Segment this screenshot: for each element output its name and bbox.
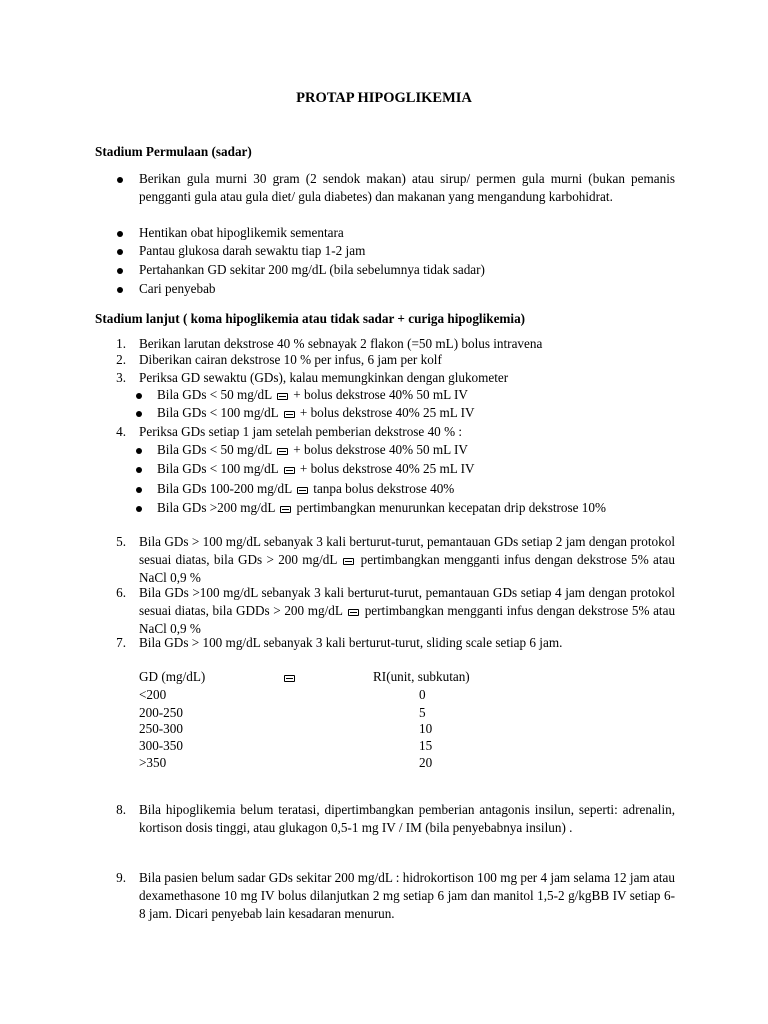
table-cell-gd: 200-250 (139, 705, 183, 720)
sub-item-action: tanpa bolus dekstrose 40% (313, 481, 455, 496)
stage2-item: Berikan larutan dekstrose 40 % sebnayak 2 flakon (=50 mL) bolus intravena (139, 336, 543, 351)
arrow-icon (284, 467, 295, 474)
sub-item (157, 441, 675, 459)
item-number: 3. (116, 370, 126, 385)
table-header-gd: GD (mg/dL) (139, 669, 206, 684)
item-text: pertimbangkan mengganti infus dengan dekstrose 5% atau NaCl 0,9 % (139, 552, 676, 585)
table-cell-ri: 0 (419, 687, 426, 702)
sub-item-condition: Bila GDs < 50 mg/dL (157, 387, 272, 402)
bullet-icon (136, 506, 142, 512)
table-cell-gd: 250-300 (139, 721, 183, 736)
bullet-icon (117, 177, 123, 183)
stage2-heading: Stadium lanjut ( koma hipoglikemia atau tidak sadar + curiga hipoglikemia) (95, 311, 526, 326)
stage2-item: Bila pasien belum sadar GDs sekitar 200 mg/dL : hidrokortison 100 mg per 4 jam selama 12 jam atau dexamethasone 10 mg IV bolus dilanjutkan 2 mg setiap 6 jam dan manitol 1,5-2 g/kgBB IV setiap 6-8 jam. Dicari penyebab lain kesadaran menurun. (139, 870, 675, 921)
stage1-item: Hentikan obat hipoglikemik sementara (139, 225, 344, 240)
bullet-icon (117, 268, 123, 274)
arrow-icon (280, 506, 291, 513)
arrow-icon (284, 675, 295, 682)
bullet-icon (136, 487, 142, 493)
stage2-item: Diberikan cairan dekstrose 10 % per infus, 6 jam per kolf (139, 352, 442, 367)
stage1-item: Berikan gula murni 30 gram (2 sendok makan) atau sirup/ permen gula murni (bukan pemanis pengganti gula atau gula diet/ gula diabetes) dan makanan yang mengandung karbohidrat. (139, 171, 675, 204)
stage1-heading: Stadium Permulaan (sadar) (95, 144, 252, 159)
table-cell-gd: <200 (139, 687, 167, 702)
arrow-icon (277, 448, 288, 455)
item-number: 8. (116, 802, 126, 817)
table-cell-gd: >350 (139, 755, 167, 770)
stage2-item (139, 533, 675, 587)
stage1-item: Cari penyebab (139, 281, 216, 296)
item-number: 7. (116, 635, 126, 650)
table-cell-ri: 15 (419, 738, 433, 753)
sub-item-condition: Bila GDs < 50 mg/dL (157, 442, 272, 457)
table-cell-ri: 10 (419, 721, 433, 736)
item-number: 9. (116, 870, 126, 885)
bullet-icon (117, 287, 123, 293)
page-title: PROTAP HIPOGLIKEMIA (296, 90, 472, 106)
bullet-icon (136, 393, 142, 399)
sub-item-condition: Bila GDs >200 mg/dL (157, 500, 275, 515)
arrow-icon (348, 609, 359, 616)
table-cell-ri: 20 (419, 755, 433, 770)
table-header-ri: RI(unit, subkutan) (373, 669, 470, 684)
sub-item-action: + bolus dekstrose 40% 25 mL IV (299, 461, 475, 476)
sub-item-action: + bolus dekstrose 40% 50 mL IV (293, 387, 468, 402)
stage2-item: Periksa GD sewaktu (GDs), kalau memungkinkan dengan glukometer (139, 370, 509, 385)
item-number: 4. (116, 424, 126, 439)
arrow-icon (343, 558, 354, 565)
stage1-item: Pertahankan GD sekitar 200 mg/dL (bila sebelumnya tidak sadar) (139, 262, 485, 277)
sub-item-condition: Bila GDs < 100 mg/dL (157, 405, 279, 420)
item-text: Bila GDs > 100 mg/dL sebanyak 3 kali berturut-turut, pemantauan GDs setiap 2 jam dengan protokol sesuai diatas, bila GDs > 200 mg/dL (139, 534, 675, 567)
stage2-item (139, 584, 675, 638)
sub-item-condition: Bila GDs < 100 mg/dL (157, 461, 279, 476)
stage2-item: Periksa GDs setiap 1 jam setelah pemberian dekstrose 40 % : (139, 424, 463, 439)
arrow-icon (277, 393, 288, 400)
sub-item (157, 480, 675, 498)
table-cell-ri: 5 (419, 705, 426, 720)
bullet-icon (136, 467, 142, 473)
item-text: Bila GDs >100 mg/dL sebanyak 3 kali berturut-turut, pemantauan GDs setiap 4 jam dengan protokol sesuai diatas, bila GDDs > 200 mg/dL (139, 585, 675, 618)
sub-item-action: + bolus dekstrose 40% 25 mL IV (299, 405, 475, 420)
sub-item (157, 499, 675, 517)
item-text: pertimbangkan mengganti infus dengan dekstrose 5% atau NaCl 0,9 % (139, 603, 676, 636)
bullet-icon (117, 249, 123, 255)
arrow-icon (284, 411, 295, 418)
bullet-icon (136, 411, 142, 417)
arrow-icon (297, 487, 308, 494)
bullet-icon (136, 448, 142, 454)
sub-item (157, 404, 675, 422)
stage1-item: Pantau glukosa darah sewaktu tiap 1-2 jam (139, 243, 366, 258)
sub-item (157, 460, 675, 478)
item-number: 6. (116, 585, 126, 600)
sub-item-action: pertimbangkan menurunkan kecepatan drip dekstrose 10% (296, 500, 606, 515)
stage2-item: Bila hipoglikemia belum teratasi, dipertimbangkan pemberian antagonis insilun, seperti: adrenalin, kortison dosis tinggi, atau glukagon 0,5-1 mg IV / IM (bila penyebabnya insilun) . (139, 802, 675, 835)
sub-item (157, 386, 675, 404)
item-number: 5. (116, 534, 126, 549)
item-number: 1. (116, 336, 126, 351)
stage2-item: Bila GDs > 100 mg/dL sebanyak 3 kali berturut-turut, sliding scale setiap 6 jam. (139, 635, 563, 650)
sub-item-condition: Bila GDs 100-200 mg/dL (157, 481, 292, 496)
bullet-icon (117, 231, 123, 237)
table-cell-gd: 300-350 (139, 738, 183, 753)
sub-item-action: + bolus dekstrose 40% 50 mL IV (293, 442, 468, 457)
item-number: 2. (116, 352, 126, 367)
